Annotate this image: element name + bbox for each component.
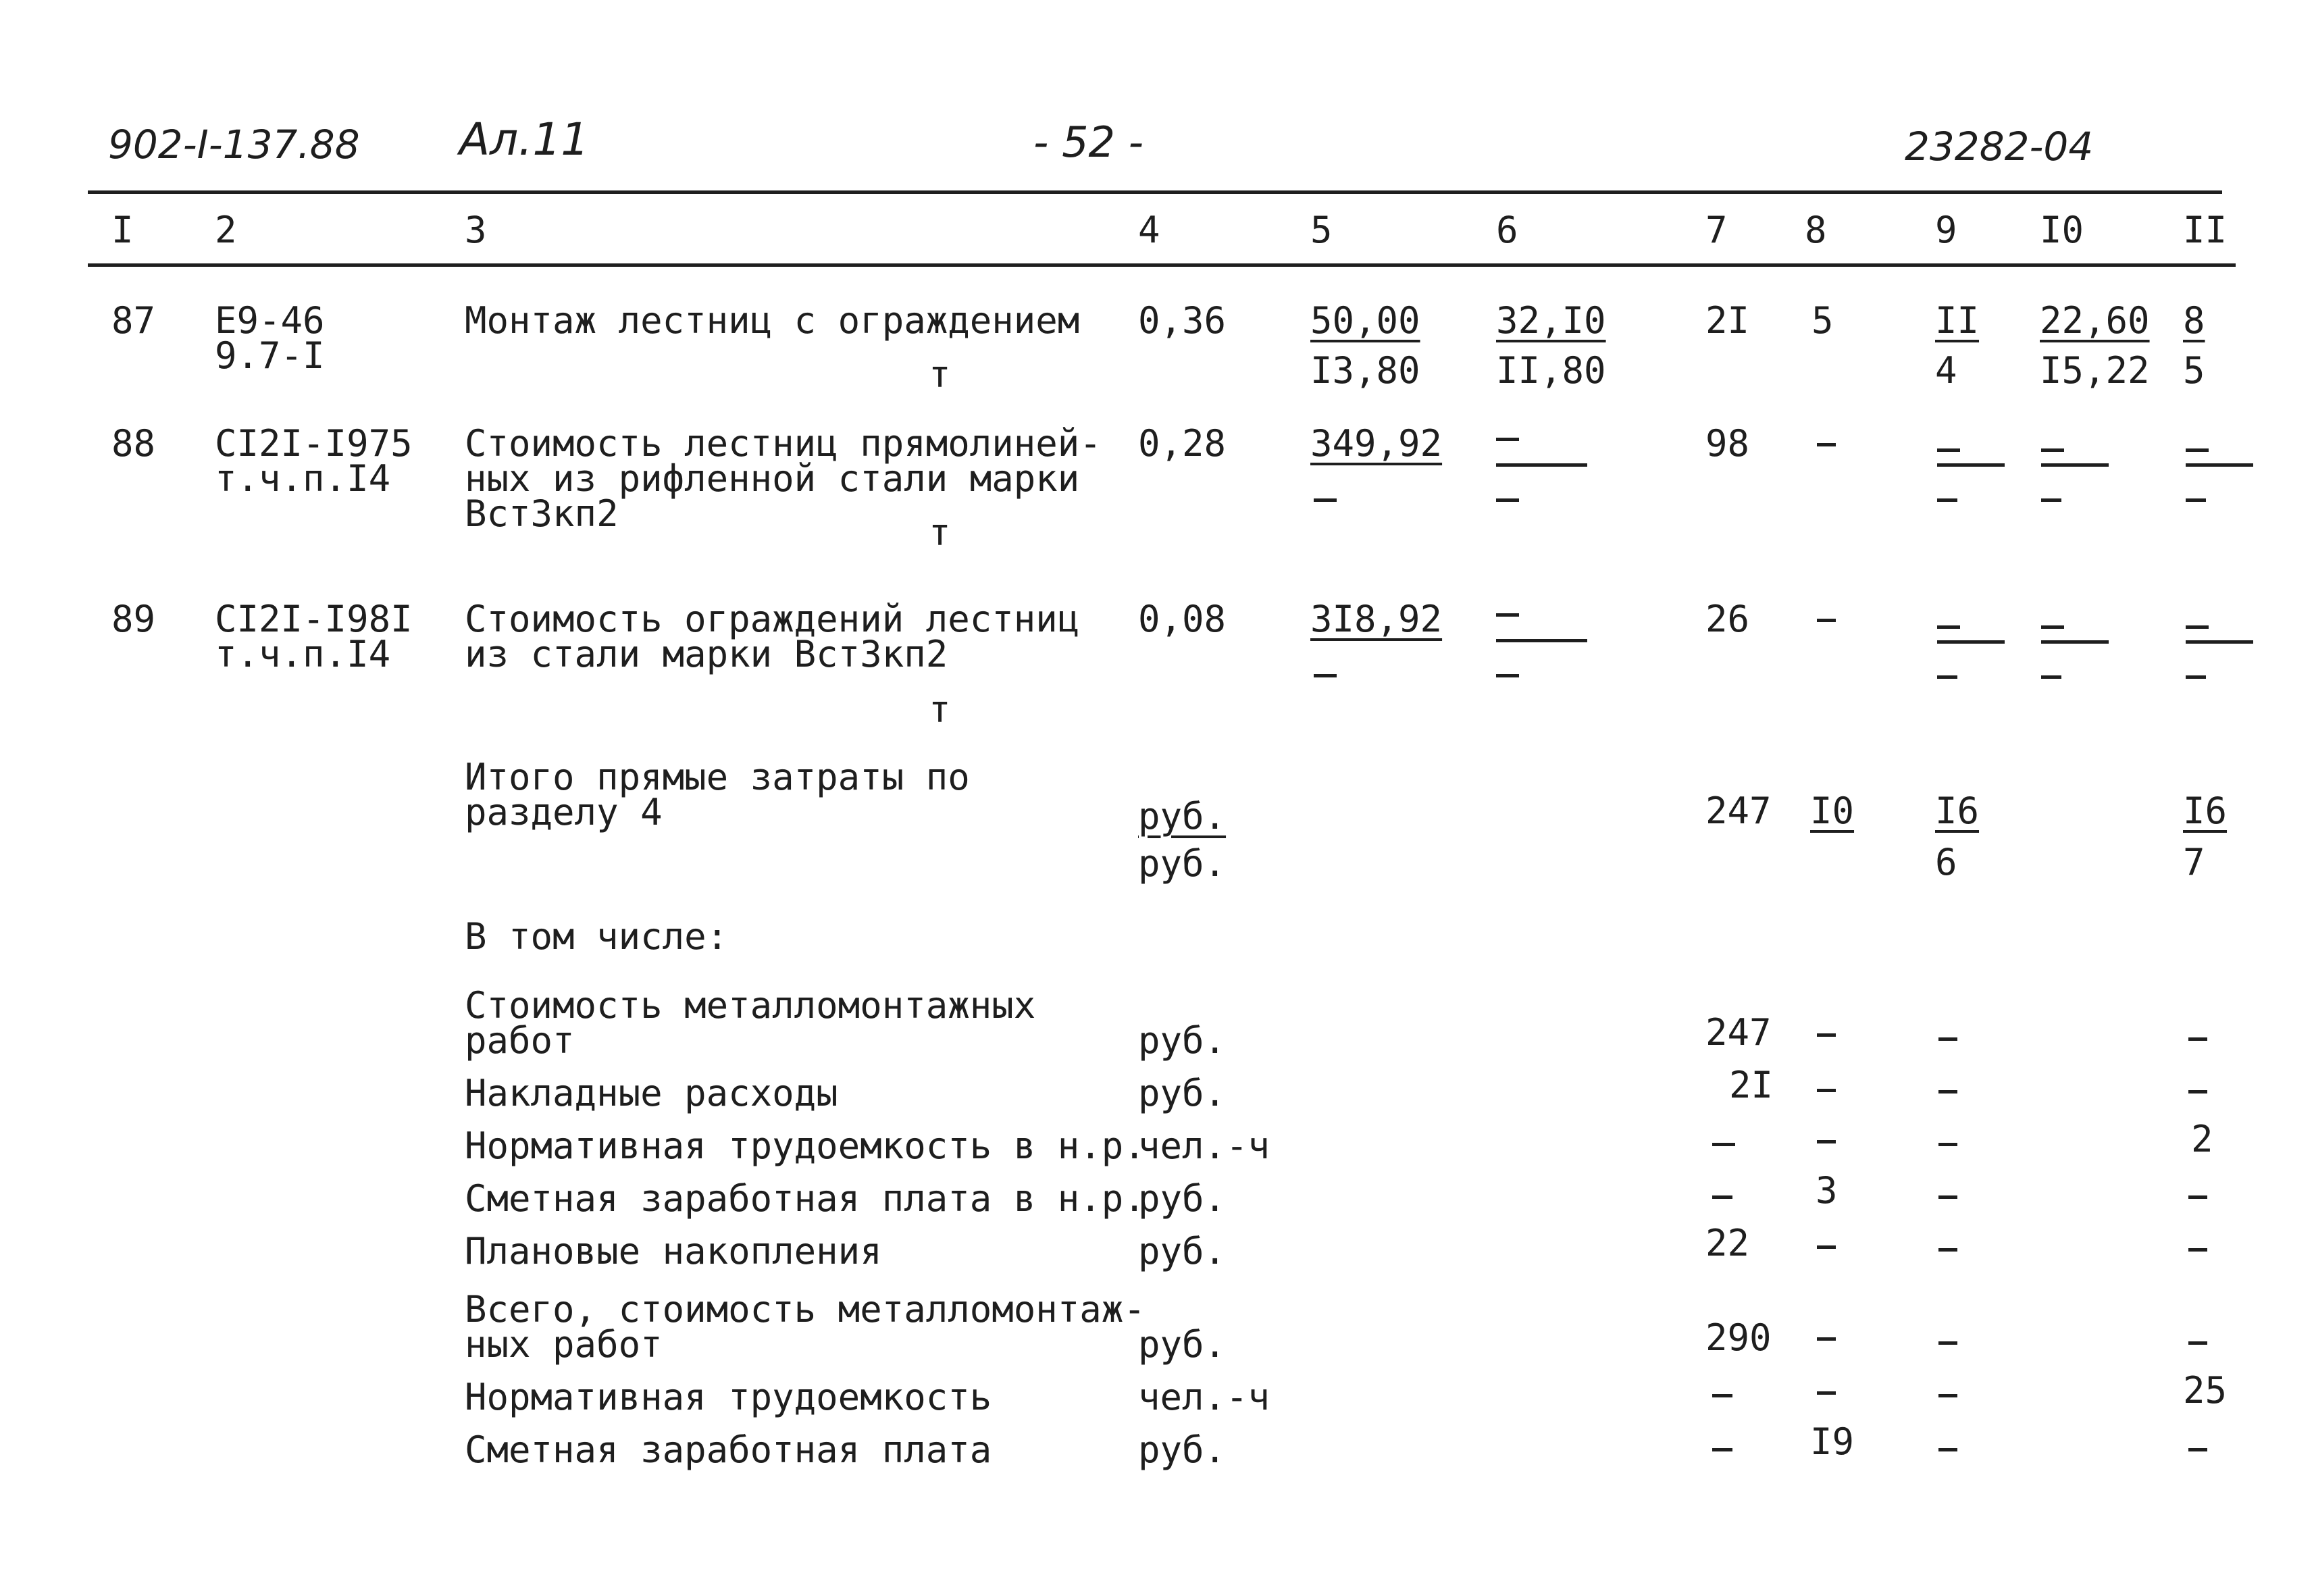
dash xyxy=(1938,1394,1957,1397)
col10-dash xyxy=(2041,448,2064,452)
col10-dash-bottom xyxy=(2041,498,2061,502)
item-unit: руб. xyxy=(1138,1019,1227,1062)
col10-rule xyxy=(2041,640,2109,644)
including-label: В том числе: xyxy=(465,915,729,958)
work-name-line2: из стали марки ВстЗкп2 xyxy=(465,633,948,675)
dash xyxy=(1817,1391,1836,1395)
dash xyxy=(1938,1248,1957,1252)
dash xyxy=(1712,1195,1732,1199)
row-number: 89 xyxy=(111,598,156,640)
col-2: 2 xyxy=(215,209,237,251)
item-unit: чел.-ч xyxy=(1138,1125,1270,1167)
col7: 26 xyxy=(1705,598,1750,640)
item-col7: 290 xyxy=(1705,1316,1772,1359)
total-col11-bottom: 7 xyxy=(2183,841,2205,883)
item-col11: 2 xyxy=(2191,1118,2213,1160)
dash xyxy=(1817,1140,1836,1143)
col9-bottom: 4 xyxy=(1935,349,1957,392)
col-3: 3 xyxy=(465,209,487,251)
col9-dash-bottom xyxy=(1937,675,1957,679)
item-col11: 25 xyxy=(2183,1369,2228,1412)
col-1: I xyxy=(111,209,134,251)
item-col7: 247 xyxy=(1705,1011,1772,1054)
quantity: 0,36 xyxy=(1138,299,1227,342)
dash xyxy=(1938,1143,1957,1146)
col11-dash-bottom xyxy=(2186,498,2206,502)
col10-dash xyxy=(2041,625,2064,629)
norm-code: CI2I-I98I xyxy=(215,598,413,640)
dash xyxy=(1817,1089,1836,1092)
col6-dash-bottom xyxy=(1496,498,1519,502)
col9-dash xyxy=(1937,625,1960,629)
item-col7: 2I xyxy=(1729,1064,1774,1106)
total-unit-bottom: руб. xyxy=(1138,842,1227,885)
col7: 98 xyxy=(1705,422,1750,465)
col11-rule xyxy=(2186,640,2253,644)
col9-dash-bottom xyxy=(1937,498,1957,502)
item-label-line2: ных работ xyxy=(465,1323,663,1366)
dash xyxy=(2188,1037,2207,1041)
dash xyxy=(2188,1195,2207,1199)
dash xyxy=(1817,1337,1836,1341)
row-number: 87 xyxy=(111,299,156,342)
total-col9-top: I6 xyxy=(1935,790,1980,832)
col10-bottom: I5,22 xyxy=(2040,349,2150,392)
dash xyxy=(1817,1033,1836,1037)
work-name-line1: Стоимость ограждений лестниц xyxy=(465,598,1080,640)
col5-dash xyxy=(1314,674,1337,677)
dash xyxy=(1938,1448,1957,1451)
sheet-label: Ал.11 xyxy=(459,113,590,165)
col10-top: 22,60 xyxy=(2040,299,2150,342)
dash xyxy=(1938,1195,1957,1199)
col6-rule xyxy=(1496,639,1587,642)
col6-bottom: II,80 xyxy=(1496,349,1606,392)
total-col8: I0 xyxy=(1810,790,1855,832)
item-label-line2: работ xyxy=(465,1019,575,1062)
col11-rule xyxy=(2186,463,2253,467)
unit: т xyxy=(929,688,951,731)
item-col7: 22 xyxy=(1705,1222,1750,1264)
quantity: 0,28 xyxy=(1138,422,1227,465)
col5-bottom: I3,80 xyxy=(1310,349,1420,392)
dash xyxy=(1712,1448,1732,1451)
item-label: Сметная заработная плата xyxy=(465,1428,992,1471)
work-name-line3: ВстЗкп2 xyxy=(465,492,619,535)
norm-code-sub: т.ч.п.I4 xyxy=(215,633,391,675)
col11-dash xyxy=(2186,625,2209,629)
norm-code: E9-46 xyxy=(215,299,325,342)
col5-top: 3I8,92 xyxy=(1310,598,1443,640)
col-10: I0 xyxy=(2040,209,2084,251)
unit: т xyxy=(929,511,951,554)
header-rule-top xyxy=(88,190,2222,194)
dash xyxy=(2188,1341,2207,1345)
item-label-line1: Стоимость металломонтажных xyxy=(465,984,1036,1027)
item-unit: руб. xyxy=(1138,1072,1227,1114)
col8-dash xyxy=(1817,443,1836,446)
col5-top: 349,92 xyxy=(1310,422,1443,465)
dash xyxy=(1712,1143,1735,1146)
item-label: Нормативная трудоемкость xyxy=(465,1376,992,1418)
col6-rule xyxy=(1496,463,1587,467)
total-label-line1: Итого прямые затраты по xyxy=(465,756,970,798)
norm-code-sub: т.ч.п.I4 xyxy=(215,457,391,500)
col-8: 8 xyxy=(1805,209,1827,251)
col-7: 7 xyxy=(1705,209,1728,251)
col10-dash-bottom xyxy=(2041,675,2061,679)
col11-dash-bottom xyxy=(2186,675,2206,679)
col-5: 5 xyxy=(1310,209,1333,251)
item-unit: руб. xyxy=(1138,1428,1227,1471)
work-name-line1: Стоимость лестниц прямолиней- xyxy=(465,422,1102,465)
registry-number: 23282-04 xyxy=(1905,124,2094,170)
item-label: Нормативная трудоемкость в н.р. xyxy=(465,1125,1146,1167)
work-name: Монтаж лестниц с ограждением xyxy=(465,299,1080,342)
dash xyxy=(1938,1341,1957,1345)
col6-dash xyxy=(1496,613,1519,617)
col8: 5 xyxy=(1811,299,1834,342)
total-col7: 247 xyxy=(1705,790,1772,832)
norm-code-sub: 9.7-I xyxy=(215,334,325,377)
col5-top: 50,00 xyxy=(1310,299,1420,342)
col9-rule xyxy=(1937,640,2005,644)
col9-top: II xyxy=(1935,299,1980,342)
col6-dash-bottom xyxy=(1496,674,1519,677)
item-unit: руб. xyxy=(1138,1230,1227,1272)
col7: 2I xyxy=(1705,299,1750,342)
norm-code: CI2I-I975 xyxy=(215,422,413,465)
col11-top: 8 xyxy=(2183,299,2205,342)
dash xyxy=(1938,1090,1957,1093)
col-4: 4 xyxy=(1138,209,1160,251)
item-unit: руб. xyxy=(1138,1323,1227,1366)
dash xyxy=(2188,1448,2207,1451)
total-col11-top: I6 xyxy=(2183,790,2228,832)
header-rule-bottom xyxy=(88,263,2236,267)
item-label: Накладные расходы xyxy=(465,1072,838,1114)
total-unit-top: руб. xyxy=(1138,795,1227,838)
col9-dash xyxy=(1937,448,1960,452)
item-label: Плановые накопления xyxy=(465,1230,882,1272)
total-label-line2: разделу 4 xyxy=(465,791,663,833)
dash xyxy=(2188,1248,2207,1252)
item-unit: чел.-ч xyxy=(1138,1376,1270,1418)
dash xyxy=(1712,1394,1732,1397)
col-6: 6 xyxy=(1496,209,1518,251)
document-code: 902-I-137.88 xyxy=(108,122,360,168)
col8-dash xyxy=(1817,619,1836,622)
item-col8: I9 xyxy=(1810,1420,1855,1463)
dash xyxy=(1938,1037,1957,1041)
col10-rule xyxy=(2041,463,2109,467)
item-label: Сметная заработная плата в н.р. xyxy=(465,1177,1146,1220)
page-number: - 52 - xyxy=(1033,118,1144,167)
item-label-line1: Всего, стоимость металломонтаж- xyxy=(465,1288,1146,1331)
unit: т xyxy=(929,353,951,396)
col6-dash xyxy=(1496,438,1519,441)
row-number: 88 xyxy=(111,422,156,465)
col11-dash xyxy=(2186,448,2209,452)
item-unit: руб. xyxy=(1138,1177,1227,1220)
quantity: 0,08 xyxy=(1138,598,1227,640)
total-col9-bottom: 6 xyxy=(1935,841,1957,883)
col9-rule xyxy=(1937,463,2005,467)
col-11: II xyxy=(2183,209,2228,251)
col5-dash xyxy=(1314,498,1337,502)
work-name-line2: ных из рифленной стали марки xyxy=(465,457,1080,500)
dash xyxy=(2188,1090,2207,1093)
item-col8: 3 xyxy=(1816,1169,1838,1212)
dash xyxy=(1817,1245,1836,1249)
col6-top: 32,I0 xyxy=(1496,299,1606,342)
col-9: 9 xyxy=(1935,209,1957,251)
col11-bottom: 5 xyxy=(2183,349,2205,392)
